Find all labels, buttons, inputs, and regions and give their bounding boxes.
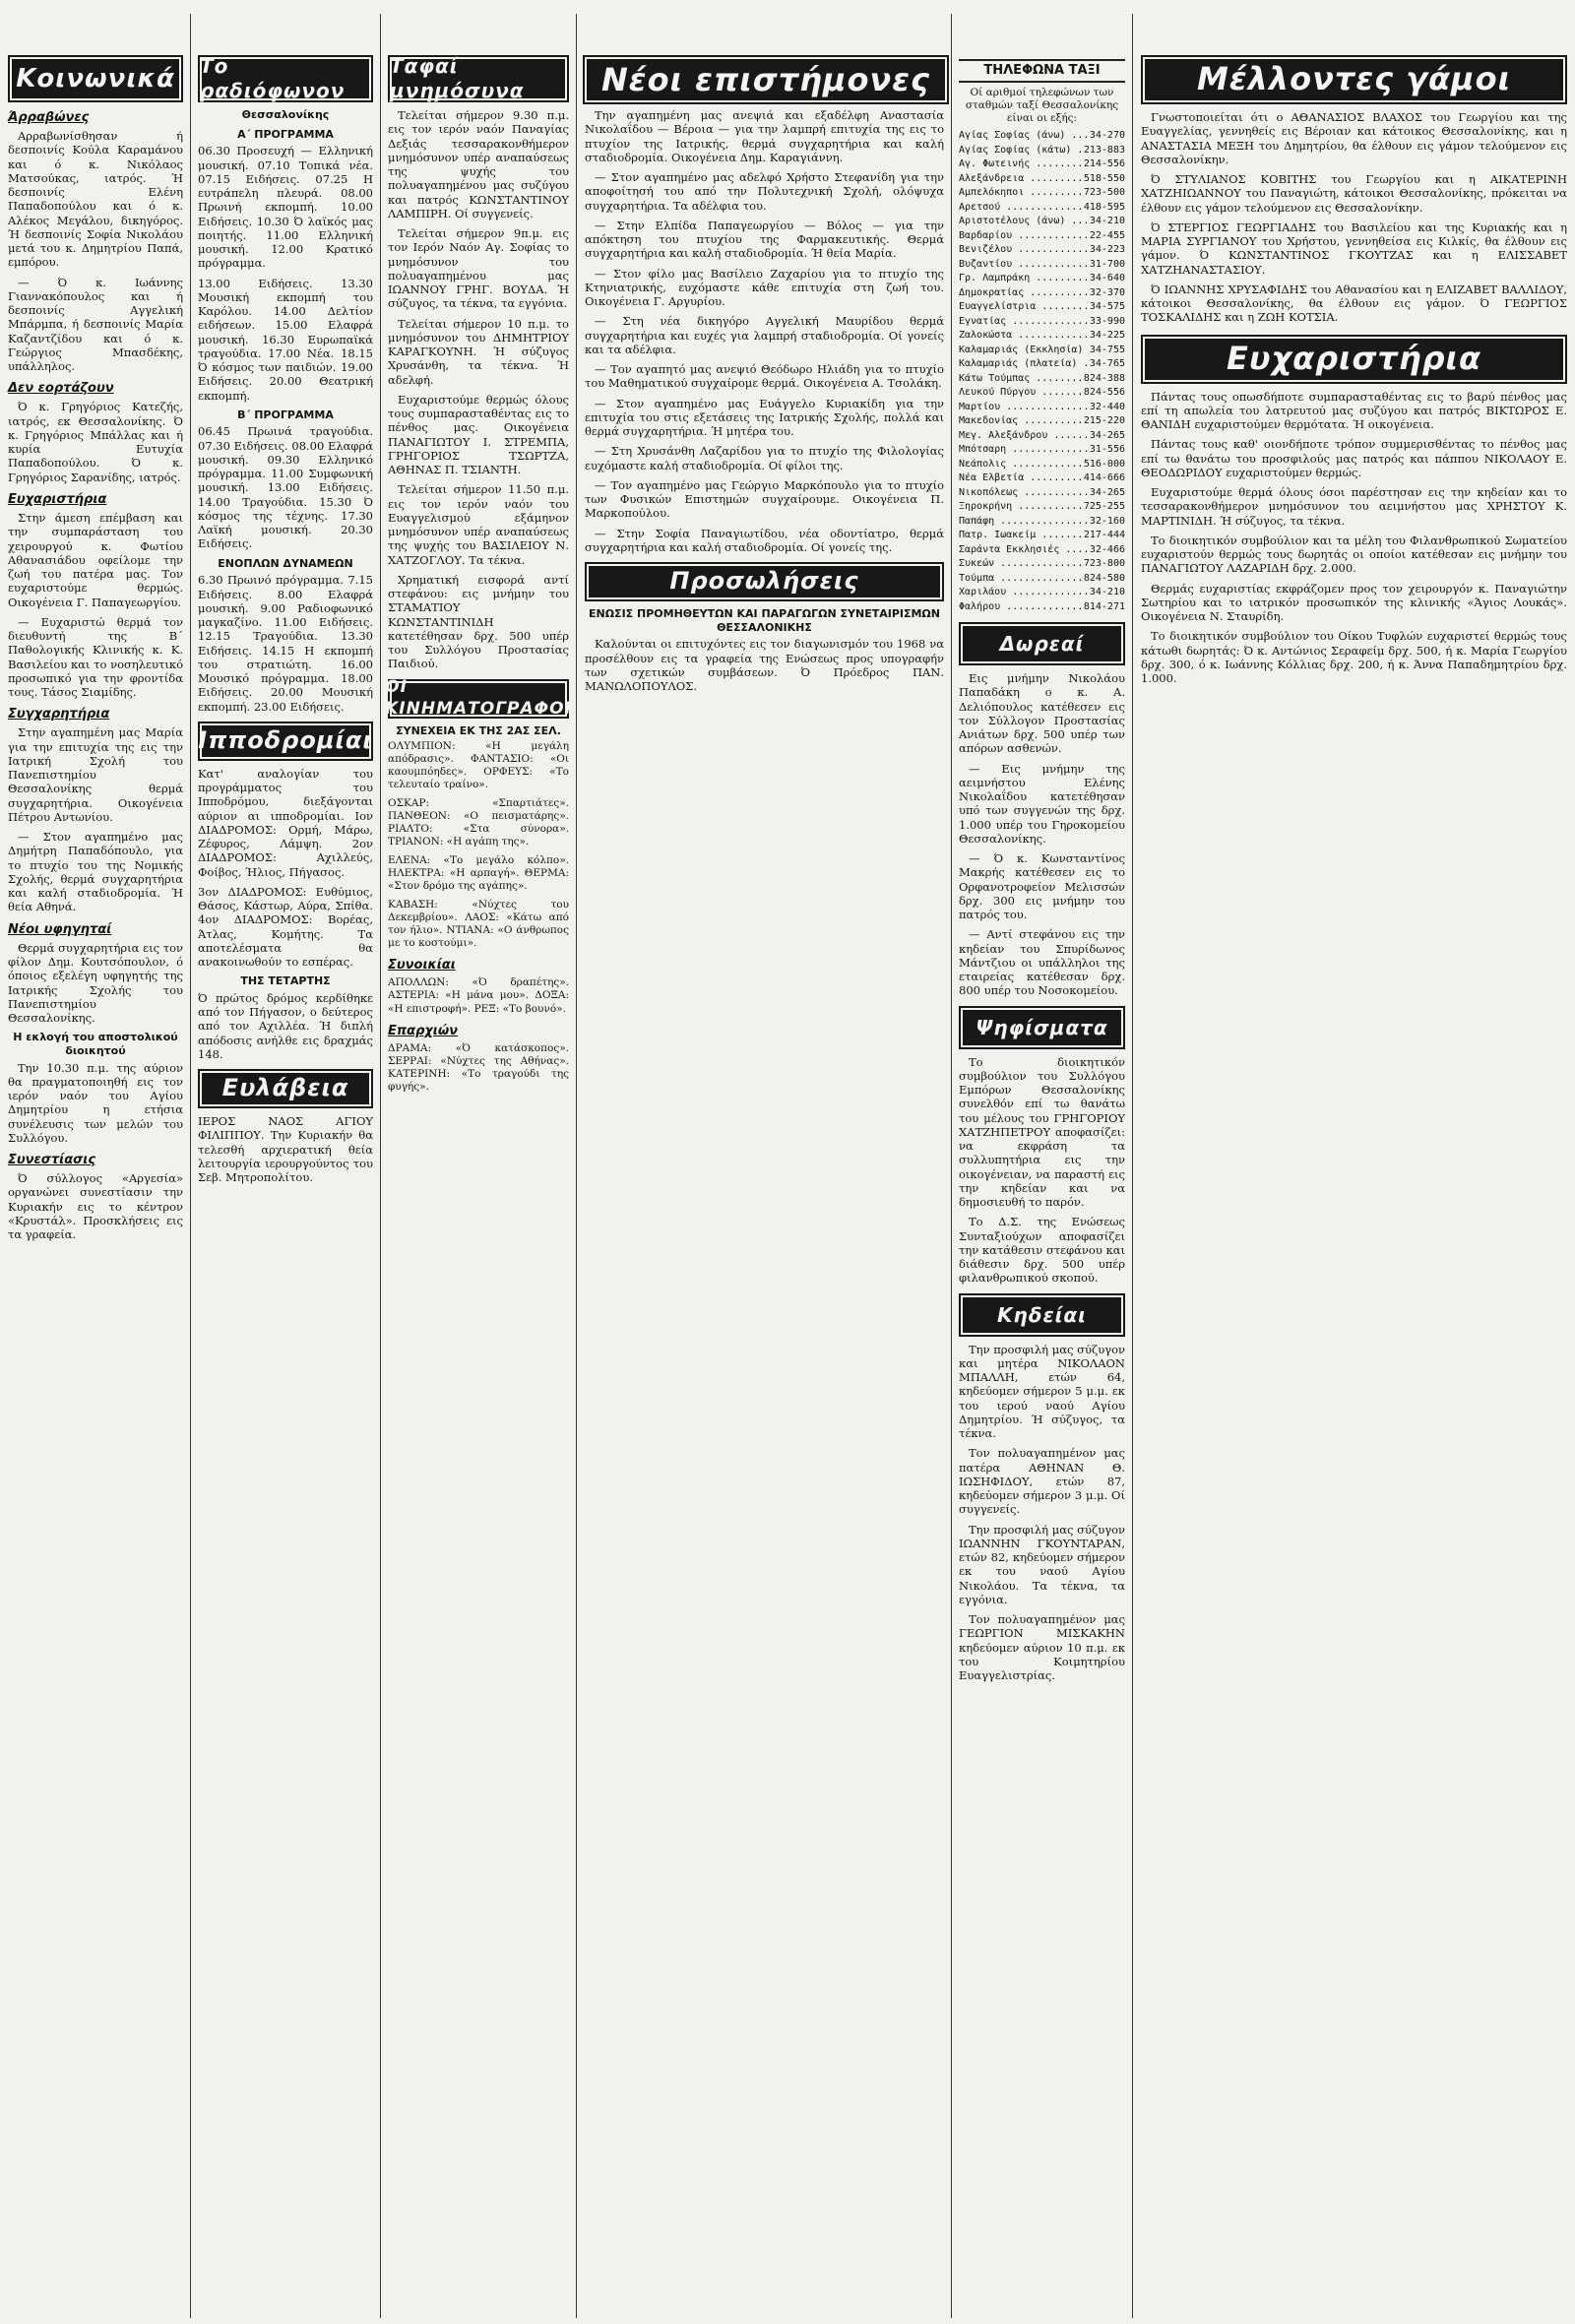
text-block: Καλούνται οι επιτυχόντες εις τον διαγωνισμόν του 1968 να προσέλθουν εις τα γραφεία της Ενώσεως προς υπογραφήν των σχετικών συμβάσεων. Ό Πρόεδρος ΠΑΝ. ΜΑΝΩΛΟΠΟΥΛΟΣ.: [585, 637, 944, 693]
taxi-phone-number: 22-455: [1088, 229, 1125, 244]
taxi-phone-number: 723-800: [1082, 557, 1125, 572]
column-memorials: [382, 0, 575, 2324]
taxi-row: [959, 315, 1125, 330]
text-block: ΟΣΚΑΡ: «Σπαρτιάτες». ΠΑΝΘΕΟΝ: «Ο πεισματάρης». ΡΙΑΛΤΟ: «Στα σύνορα». ΤΡΙΑΝΟΝ: «Η αγάπη της».: [388, 797, 569, 848]
text-block: — Στον αγαπημένο μας Ευάγγελο Κυριακίδη για την επιτυχία του στις εξετάσεις της Ιατρικής Σχολής, πολλά και θερμά συγχαρητήρια. Ή μητέρα του.: [585, 396, 944, 438]
banner-funerals: Κηδείαι: [959, 1293, 1125, 1337]
taxi-row: [959, 186, 1125, 201]
taxi-station-name: Μπότσαρη .....: [959, 443, 1088, 458]
text-block: Πάντας τους οπωσδήποτε συμπαρασταθέντας εις το βαρύ πένθος μας επί τη απωλεία του λατρευτού μας συζύγου και πατρός ΒΙΚΤΩΡΟΣ Ε. ΘΑΝΙΔΗ ευχαριστούμεν θερμότατα. Ή οικογένεια.: [1141, 389, 1567, 431]
text-block: Το διοικητικόν συμβούλιον και τα μέλη του Φιλανθρωπικού Σωματείου ευχαριστούν θερμώς τους δωρητάς οι οποίοι κατέθεσαν εις μνήμην του ΠΑΝΑΓΙΩΤΟΥ ΛΑΖΑΡΙΔΗ δρχ. 2.000.: [1141, 533, 1567, 576]
taxi-phone-number: 215-220: [1082, 414, 1125, 429]
taxi-phone-number: 34-210: [1088, 215, 1125, 229]
taxi-phone-number: 518-550: [1082, 172, 1125, 187]
heading-armed-forces: ΕΝΟΠΛΩΝ ΔΥΝΑΜΕΩΝ: [218, 556, 353, 570]
taxi-row: [959, 157, 1125, 172]
taxi-row: [959, 586, 1125, 600]
taxi-phone-number: 723-500: [1082, 186, 1125, 201]
taxi-row: [959, 129, 1125, 144]
text-block: 6.30 Πρωινό πρόγραμμα. 7.15 Ειδήσεις. 8.00 Ελαφρά μουσική. 9.00 Ραδιοφωνικό μαγκαζίνο. 11.00 Ειδήσεις. 12.15 Τραγούδια. 13.30 Ειδήσεις. 14.15 Η εκπομπή του στρατιώτη. 16.00 Μουσικό πρόγραμμα. 18.00 Ειδήσεις. 20.00 Μουσική εκπομπή. 23.00 Ειδήσεις.: [198, 573, 373, 714]
column-radio: [192, 0, 379, 2324]
taxi-row: [959, 172, 1125, 187]
text-block: Το διοικητικόν συμβούλιον του Οίκου Τυφλών ευχαριστεί θερμώς τους κάτωθι δωρητάς: Ό κ. Αντώνιος Σεραφείμ δρχ. 500, ή κ. Μαρία Γεωργίου δρχ. 300, ό κ. Ιωάννης Κόλλιας δρχ. 200, ή κ. Άννα Παπαδημητρίου δρχ. 1.000.: [1141, 629, 1567, 685]
text-block: Ευχαριστούμε θερμώς όλους τους συμπαρασταθέντας εις το πένθος μας. Οικογένεια ΠΑΝΑΓΙΩΤΟΥ Ι. ΣΤΡΕΜΠΑ, ΓΡΗΓΟΡΙΟΣ ΤΣΩΡΤΖΑ, ΑΘΗΝΑΣ Π. ΤΣΙΑΝΤΗ.: [388, 392, 569, 476]
taxi-phone-number: 33-990: [1088, 315, 1125, 330]
text-block: Γνωστοποιείται ότι ο ΑΘΑΝΑΣΙΟΣ ΒΛΑΧΟΣ του Γεωργίου και της Ευαγγελίας, γεννηθείς εις Βέροιαν και κάτοικος Θεσσαλονίκης, και η ΑΝΑΣΤΑΣΙΑ ΜΕΞΗ του Δημητρίου, θα έλθουν εις γάμον τελούμενον εις Θεσσαλονίκην.: [1141, 110, 1567, 166]
heading-wednesday: ΤΗΣ ΤΕΤΑΡΤΗΣ: [240, 974, 331, 988]
taxi-station-name: Αρετσού .....: [959, 201, 1082, 216]
taxi-station-name: Πατρ. Ιωακείμ .....: [959, 529, 1082, 543]
text-block: ΕΛΕΝΑ: «Το μεγάλο κόλπο». ΗΛΕΚΤΡΑ: «Η αρπαγή». ΘΕΡΜΑ: «Στον δρόμο της αγάπης».: [388, 854, 569, 893]
column-rule: [1132, 14, 1133, 2318]
text-block: 13.00 Ειδήσεις. 13.30 Μουσική εκπομπή του Καρόλου. 14.00 Δελτίον ειδήσεων. 15.00 Ελαφρά μουσική. 16.30 Ευρωπαϊκά τραγούδια. 17.00 Νέα. 18.15 Ό κόσμος των παιδιών. 19.00 Ειδήσεις. 20.00 Θεατρική εκπομπή.: [198, 276, 373, 403]
taxi-station-name: Τούμπα .....: [959, 572, 1082, 587]
column-rule: [576, 14, 577, 2318]
heading-congratulations: Συγχαρητήρια: [8, 707, 110, 722]
radio-city: Θεσσαλονίκης: [241, 108, 330, 121]
heading-engagements: Άρραβώνες: [8, 110, 90, 125]
taxi-station-name: Βαρδαρίου .....: [959, 229, 1088, 244]
taxi-station-name: Δημοκρατίας .....: [959, 286, 1088, 301]
banner-piety: Ευλάβεια: [198, 1069, 373, 1108]
banner-resolutions: Ψηφίσματα: [959, 1006, 1125, 1049]
taxi-station-name: Καλαμαριάς (Εκκλησία) .....: [959, 344, 1088, 358]
text-block: Ό πρώτος δρόμος κερδίθηκε από τον Πήγασον, ο δεύτερος από τον Αχιλλέα. Ή διπλή απόδοσις ανήλθε εις δραχμάς 148.: [198, 990, 373, 1061]
banner-thanks: Ευχαριστήρια: [1141, 335, 1567, 384]
banner-memorials: Ταφαί μνημόσυνα: [388, 55, 569, 102]
taxi-phone-number: 34-765: [1088, 357, 1125, 372]
taxi-station-name: Αγίας Σοφίας (κάτω) .....: [959, 144, 1082, 158]
text-block: Τελείται σήμερον 10 π.μ. το μνημόσυνον του ΔΗΜΗΤΡΙΟΥ ΚΑΡΑΓΚΟΥΝΗ. Ή σύζυγος Χρυσάνθη, τα τέκνα. Ή αδελφή.: [388, 316, 569, 387]
text-block: Χρηματική εισφορά αντί στεφάνου: εις μνήμην του ΣΤΑΜΑΤΙΟΥ ΚΩΝΣΤΑΝΤΙΝΙΔΗ κατετέθησαν δρχ. 500 υπέρ του Συλλόγου Προστασίας Παιδιού.: [388, 572, 569, 671]
banner-invitations: Προσωλήσεις: [585, 562, 944, 601]
cinema-listings: [388, 724, 569, 1094]
text-block: Το διοικητικόν συμβούλιον του Συλλόγου Εμπόρων Θεσσαλονίκης συνελθόν επί τω θανάτω του μέλους του ΓΡΗΓΟΡΙΟΥ ΧΑΤΖΗΠΕΤΡΟΥ αποφασίζει: να εκφράση τα συλλυπητήρια εις την οικογένειαν, να παραστή εις την κηδείαν και να δημοσιευθή το παρόν.: [959, 1054, 1125, 1210]
taxi-phone-number: 34-270: [1088, 129, 1125, 144]
banner-radio: Το ραδιόφωνον: [198, 55, 373, 102]
taxi-row: [959, 286, 1125, 301]
taxi-station-name: Φαλήρου .....: [959, 600, 1082, 615]
taxi-phone-number: 34-265: [1088, 486, 1125, 501]
taxi-phone-number: 516-000: [1082, 458, 1125, 472]
taxi-phone-number: 824-556: [1082, 386, 1125, 401]
text-block: Την αγαπημένη μας ανεψιά και εξαδέλφη Αναστασία Νικολαΐδου — Βέροια — για την λαμπρή επιτυχία της εις το πτυχίον της Ιατρικής, θερμά συγχαρητήρια και καλή σταδιοδρομία. Οικογένεια Δημ. Καραγιάννη.: [585, 108, 944, 164]
text-block: Τελείται σήμερον 9π.μ. εις τον Ιερόν Ναόν Αγ. Σοφίας το μνημόσυνον του πολυαγαπημένου μας ΙΩΑΝΝΟΥ ΓΡΗΓ. ΒΟΥΔΑ. Ή σύζυγος, τα τέκνα, τα εγγόνια.: [388, 226, 569, 311]
taxi-row: [959, 600, 1125, 615]
column-social: [2, 0, 189, 2324]
taxi-station-name: Αγίας Σοφίας (άνω) .....: [959, 129, 1088, 144]
taxi-row: [959, 386, 1125, 401]
text-block: ΑΠΟΛΛΩΝ: «Ό δραπέτης». ΑΣΤΕΡΙΑ: «Η μάνα μου». ΔΟΞΑ: «Η επιστροφή». ΡΕΞ: «Το βουνό».: [388, 976, 569, 1015]
taxi-station-name: Αγ. Φωτεινής .....: [959, 157, 1082, 172]
column-rule: [951, 14, 952, 2318]
text-block: Ευχαριστούμε θερμά όλους όσοι παρέστησαν εις την κηδείαν και το τεσσαρακονθήμερον μνημόσυνον του αειμνήστου μας ΧΡΗΣΤΟΥ Κ. ΜΑΡΤΙΝΙΔΗ. Ή σύζυγος, τα τέκνα.: [1141, 485, 1567, 528]
text-block: Τον πολυαγαπημένον μας ΓΕΩΡΓΙΟΝ ΜΙΣΚΑΚΗΝ κηδεύομεν αύριον 10 π.μ. εκ του Κοιμητηρίου Ευαγγελιστρίας.: [959, 1612, 1125, 1683]
taxi-row: [959, 486, 1125, 501]
banner-new-scientists: Νέοι επιστήμονες: [583, 55, 949, 104]
text-block: Τελείται σήμερον 9.30 π.μ. εις τον ιερόν ναόν Παναγίας Δεξιάς τεσσαρακονθήμερον μνημόσυνον υπέρ αναπαύσεως της ψυχής του πολυαγαπημένου μας συζύγου και πατρός ΚΩΝΣΤΑΝΤΙΝΟΥ ΛΑΜΠΙΡΗ. Οί συγγενείς.: [388, 108, 569, 220]
text-block: — Τον αγαπητό μας ανεψιό Θεόδωρο Ηλιάδη για το πτυχίο του Μαθηματικού συγχαίρομε θερμά. Οικογένεια Α. Τσολάκη.: [585, 362, 944, 391]
taxi-station-name: Αμπελόκηποι .....: [959, 186, 1082, 201]
text-block: — Στον αγαπημένο μας αδελφό Χρήστο Στεφανίδη για την αποφοίτησή του από την Πολυτεχνική Σχολή, ολόψυχα συγχαρητήρια. Τα αδέλφια του.: [585, 170, 944, 213]
taxi-row: [959, 414, 1125, 429]
taxi-station-name: Αριστοτέλους (άνω) .....: [959, 215, 1088, 229]
taxi-phone-number: 32-466: [1088, 543, 1125, 558]
taxi-row: [959, 543, 1125, 558]
text-block: — Στη Χρυσάνθη Λαζαρίδου για το πτυχίο της Φιλολογίας ευχόμαστε καλή σταδιοδρομία. Οί φίλοι της.: [585, 444, 944, 472]
heading-provinces: Επαρχιών: [388, 1023, 459, 1038]
text-block: Εις μνήμην Νικολάου Παπαδάκη ο κ. Α. Δελιόπουλος κατέθεσεν εις τον Σύλλογον Προστασίας Ανιάτων δρχ. 500 υπέρ των απόρων ασθενών.: [959, 671, 1125, 756]
taxi-phone-number: 34-223: [1088, 243, 1125, 258]
heading-new-lecturers: Νέοι υφηγηταί: [8, 921, 112, 937]
taxi-station-name: Καλαμαριάς (πλατεία) .....: [959, 357, 1088, 372]
banner-future-weddings: Μέλλοντες γάμοι: [1141, 55, 1567, 104]
taxi-row: [959, 458, 1125, 472]
taxi-station-name: Νικοπόλεως .....: [959, 486, 1088, 501]
text-block: Θερμά συγχαρητήρια εις τον φίλον Δημ. Κουτσόπουλον, ό όποιος εξελέγη υφηγητής της Ιατρικής Σχολής του Πανεπιστημίου Θεσσαλονίκης.: [8, 940, 183, 1026]
taxi-station-name: Κάτω Τούμπας .....: [959, 372, 1082, 387]
taxi-phone-number: 418-595: [1082, 201, 1125, 216]
text-block: ΚΑΒΑΣΗ: «Νύχτες του Δεκεμβρίου». ΛΑΟΣ: «Κάτω από τον ήλιο». ΝΤΙΑΝΑ: «Ο άνθρωπος με το κοστούμι».: [388, 899, 569, 950]
taxi-row: [959, 357, 1125, 372]
taxi-phone-number: 725-255: [1082, 500, 1125, 515]
taxi-phone-number: 217-444: [1082, 529, 1125, 543]
banner-social: Κοινωνικά: [8, 55, 183, 102]
heading-union: ΕΝΩΣΙΣ ΠΡΟΜΗΘΕΥΤΩΝ ΚΑΙ ΠΑΡΑΓΩΓΩΝ ΣΥΝΕΤΑΙΡΙΣΜΩΝ ΘΕΣΣΑΛΟΝΙΚΗΣ: [588, 607, 940, 634]
taxi-station-name: Ζαλοκώστα .....: [959, 329, 1088, 344]
taxi-station-name: Σαράντα Εκκλησιές .....: [959, 543, 1088, 558]
heading-cinema-continued: ΣΥΝΕΧΕΙΑ ΕΚ ΤΗΣ 2ΑΣ ΣΕΛ.: [396, 723, 561, 737]
taxi-station-name: Λευκού Πύργου .....: [959, 386, 1082, 401]
taxi-phone-number: 32-370: [1088, 286, 1125, 301]
text-block: ΙΕΡΟΣ ΝΑΟΣ ΑΓΙΟΥ ΦΙΛΙΠΠΟΥ. Την Κυριακήν θα τελεσθή αρχιερατική θεία λειτουργία ιερουργούντος του Σεβ. Μητροπολίτου.: [198, 1114, 373, 1185]
text-block: — Εις μνήμην της αειμνήστου Ελένης Νικολαΐδου κατετέθησαν υπό των συγγενών της δρχ. 1.000 υπέρ του Γηροκομείου Θεσσαλονίκης.: [959, 761, 1125, 846]
banner-horse-races: Ιπποδρομίαι: [198, 722, 373, 761]
text-block: ΟΛΥΜΠΙΟΝ: «Η μεγάλη απόδρασις». ΦΑΝΤΑΣΙΟ: «Οι καουμπόηδες». ΟΡΦΕΥΣ: «Το τελευταίο τραίνο».: [388, 740, 569, 791]
text-block: Την προσφιλή μας σύζυγον και μητέρα ΝΙΚΟΛΑΟΝ ΜΠΑΛΛΗ, ετών 64, κηδεύομεν σήμερον 5 μ.μ. εκ του ιερού ναού Αγίου Δημητρίου. Ή σύζυγος, τα τέκνα.: [959, 1342, 1125, 1441]
taxi-row: [959, 258, 1125, 273]
taxi-row: [959, 429, 1125, 444]
taxi-phone-number: 31-556: [1088, 443, 1125, 458]
taxi-row: [959, 372, 1125, 387]
taxi-row: [959, 401, 1125, 415]
taxi-phone-number: 34-265: [1088, 429, 1125, 444]
taxi-phone-number: 824-388: [1082, 372, 1125, 387]
text-block: Στην αγαπημένη μας Μαρία για την επιτυχία της εις την Ιατρική Σχολή του Πανεπιστημίου Θεσσαλονίκης θερμά συγχαρητήρια. Οικογένεια Πέτρου Αντωνίου.: [8, 725, 183, 824]
taxi-phone-number: 814-271: [1082, 600, 1125, 615]
taxi-row: [959, 229, 1125, 244]
taxi-phone-number: 414-666: [1082, 471, 1125, 486]
column-rule: [190, 14, 191, 2318]
text-block: Ό κ. Γρηγόριος Κατεζής, ιατρός, εκ Θεσσαλονίκης. Ό κ. Γρηγόριος Μπάλλας και ή κυρία Ευτυχία Παπαδοπούλου. Ό κ. Γρηγόριος Σαρανίδης, ιατρός.: [8, 400, 183, 484]
banner-donations: Δωρεαί: [959, 622, 1125, 665]
taxi-row: [959, 329, 1125, 344]
text-block: — Στον φίλο μας Βασίλειο Ζαχαρίου για το πτυχίο της Κτηνιατρικής, ευχόμαστε κάθε επιτυχία στη ζωή του. Οικογένεια Γ. Αργυρίου.: [585, 266, 944, 308]
column-new-scientists: [579, 0, 950, 2324]
taxi-row: [959, 344, 1125, 358]
text-block: Πάντας τους καθ' οιονδήποτε τρόπον συμμερισθέντας το πένθος μας επί τω θανάτω του προσφιλούς μας πατρός και πάππου ΝΙΚΟΛΑΟΥ Ε. ΘΕΟΔΩΡΙΔΟΥ ευχαριστούμεν θερμώς.: [1141, 437, 1567, 479]
taxi-row: [959, 572, 1125, 587]
heading-suburbs: Συνοικίαι: [388, 958, 456, 974]
taxi-row: [959, 515, 1125, 530]
taxi-phone-number: 31-700: [1088, 258, 1125, 273]
taxi-row: [959, 443, 1125, 458]
taxi-row: [959, 471, 1125, 486]
taxi-row: [959, 144, 1125, 158]
heading-program-b: Β΄ ΠΡΟΓΡΑΜΜΑ: [237, 408, 334, 421]
taxi-station-name: Μακεδονίας .....: [959, 414, 1082, 429]
text-block: Ό σύλλογος «Αργεσία» οργανώνει συνεστίασιν την Κυριακήν εις το κέντρον «Κρυστάλ». Προσκλήσεις εις τα γραφεία.: [8, 1171, 183, 1242]
taxi-station-name: Παπάφη .....: [959, 515, 1088, 530]
taxi-phone-number: 214-556: [1082, 157, 1125, 172]
heading-not-celebrating: Δεν εορτάζουν: [8, 381, 114, 397]
text-block: Την προσφιλή μας σύζυγον ΙΩΑΝΝΗΝ ΓΚΟΥΝΤΑΡΑΝ, ετών 82, κηδεύομεν σήμερον εκ του ναού Αγίου Νικολάου. Τα τέκνα, τα εγγόνια.: [959, 1522, 1125, 1606]
text-block: Αρραβωνίσθησαν ή δεσποινίς Κούλα Καραμάνου και ό κ. Νικόλαος Ματσούκας, ιατρός. Ή δεσποινίς Ελένη Παπαδοπούλου και ό κ. Αλέκος Μεγάλου, δικηγόρος. Ή δεσποινίς Σοφία Νικολάου μετά του κ. Δημητρίου Παπά, εμπόρου.: [8, 129, 183, 270]
text-block: Ό ΣΤΥΛΙΑΝΟΣ ΚΟΒΙΤΗΣ του Γεωργίου και η ΑΙΚΑΤΕΡΙΝΗ ΧΑΤΖΗΙΩΑΝΝΟΥ του Παναγιώτη, κάτοικοι Θεσσαλονίκης, πρόκειται να έλθουν εις γάμον τελούμενον εις Θεσσαλονίκην.: [1141, 172, 1567, 215]
taxi-station-name: Γρ. Λαμπράκη .....: [959, 272, 1088, 286]
text-block: Θερμάς ευχαριστίας εκφράζομεν προς τον χειρουργόν κ. Παναγιώτην Σωτηρίου και το ιατρικόν προσωπικόν της κλινικής «Άγιος Λουκάς». Οικογένεια Ν. Σταυρίδη.: [1141, 581, 1567, 623]
taxi-station-name: Εγνατίας .....: [959, 315, 1088, 330]
taxi-station-name: Αλεξάνδρεια .....: [959, 172, 1082, 187]
text-block: Την 10.30 π.μ. της αύριον θα πραγματοποιηθή εις τον ιερόν ναόν του Αγίου Δημητρίου η ετήσια συνέλευσις των μελών του Συλλόγου.: [8, 1060, 183, 1145]
heading-election: Η εκλογή του αποστολικού διοικητού: [13, 1031, 178, 1057]
heading-dinner: Συνεστίασις: [8, 1153, 96, 1168]
text-block: — Στον αγαπημένο μας Δημήτρη Παπαδόπουλο, για το πτυχίο του της Νομικής Σχολής, θερμά συγχαρητήρια και καλή σταδιοδρομία. Ή θεία Αθηνά.: [8, 830, 183, 914]
taxi-phone-number: 34-575: [1088, 300, 1125, 315]
column-weddings-thanks: [1135, 0, 1573, 2324]
heading-taxi-phones: ΤΗΛΕΦΩΝΑ ΤΑΞΙ: [959, 59, 1125, 83]
text-block: Ό ΙΩΑΝΝΗΣ ΧΡΥΣΑΦΙΔΗΣ του Αθανασίου και η ΕΛΙΖΑΒΕΤ ΒΑΛΛΙΔΟΥ, κάτοικοι Θεσσαλονίκης, θα έλθουν εις γάμον. Ό ΓΕΩΡΓΙΟΣ ΤΟΣΚΑΛΙΔΗΣ και η ΖΩΗ ΚΟΤΣΙΑ.: [1141, 282, 1567, 325]
text-block: 06.30 Προσευχή — Ελληνική μουσική. 07.10 Τοπικά νέα. 07.15 Ειδήσεις. 07.25 Η ευτράπελη πλευρά. 08.00 Πρωινή εκπομπή. 10.00 Ειδήσεις. 10.30 Ό λαϊκός μας ποιητής. 11.00 Ελληνική μουσική. 12.00 Κρατικό πρόγραμμα.: [198, 144, 373, 271]
taxi-phone-number: 213-883: [1082, 144, 1125, 158]
taxi-station-name: Ξηροκρήνη .....: [959, 500, 1082, 515]
taxi-row: [959, 243, 1125, 258]
text-block: 06.45 Πρωινά τραγούδια. 07.30 Ειδήσεις. 08.00 Ελαφρά μουσική. 09.30 Ελληνικό πρόγραμμα. 11.00 Συμφωνική μουσική. 13.00 Ειδήσεις. 14.00 Τραγούδια. 15.30 Ό κόσμος της τέχνης. 17.30 Λαϊκή μουσική. 20.30 Ειδήσεις.: [198, 424, 373, 551]
taxi-phone-number: 824-580: [1082, 572, 1125, 587]
taxi-station-name: Βυζαντίου .....: [959, 258, 1088, 273]
text-block: Το Δ.Σ. της Ενώσεως Συνταξιούχων αποφασίζει την κατάθεσιν στεφάνου και διάθεσιν δρχ. 500 υπέρ φιλανθρωπικού σκοπού.: [959, 1215, 1125, 1286]
taxi-phone-number: 34-640: [1088, 272, 1125, 286]
taxi-row: [959, 300, 1125, 315]
taxi-phone-number: 32-440: [1088, 401, 1125, 415]
text-block: 3ον ΔΙΑΔΡΟΜΟΣ: Ευθύμιος, Θάσος, Κάστωρ, Αύρα, Σπίθα. 4ον ΔΙΑΔΡΟΜΟΣ: Βορέας, Άτλας, Κομήτης. Τα αποτελέσματα θα ανακοινωθούν το εσπέρας.: [198, 884, 373, 969]
taxi-station-name: Συκεών .....: [959, 557, 1082, 572]
text-block: Τον πολυαγαπημένον μας πατέρα ΑΘΗΝΑΝ Θ. ΙΩΣΗΦΙΔΟΥ, ετών 87, κηδεύομεν σήμερον 3 μ.μ. Οί συγγενείς.: [959, 1446, 1125, 1517]
text-block: Ό ΣΤΕΡΓΙΟΣ ΓΕΩΡΓΙΑΔΗΣ του Βασιλείου και της Κυριακής και η ΜΑΡΙΑ ΣΥΡΓΙΑΝΟΥ του Χρήστου, γεννηθείσα εις Κιλκίς, θα έλθουν εις γάμον. Ό ΚΩΝΣΤΑΝΤΙΝΟΣ ΓΚΟΥΤΖΑΣ και η ΕΛΙΣΣΑΒΕΤ ΧΑΤΖΗΑΝΑΣΤΑΣΙΟΥ.: [1141, 220, 1567, 277]
taxi-station-name: Χαριλάου .....: [959, 586, 1088, 600]
taxi-row: [959, 215, 1125, 229]
banner-cinemas: ΟΙ ΚΙΝΗΜΑΤΟΓΡΑΦΟΙ: [385, 677, 572, 719]
text-block: — Ευχαριστώ θερμά τον διευθυντή της Β΄ Παθολογικής Κλινικής κ. Κ. Βασιλείου και το νοσηλευτικό προσωπικό για την φροντίδα τους. Τάσος Σιαμίδης.: [8, 614, 183, 700]
taxi-station-name: Ευαγγελίστρια .....: [959, 300, 1088, 315]
taxi-station-name: Νεάπολις .....: [959, 458, 1082, 472]
taxi-phone-number: 32-160: [1088, 515, 1125, 530]
taxi-station-name: Μαρτίου .....: [959, 401, 1088, 415]
text-block: — Ό κ. Ιωάννης Γιαννακόπουλος και ή δεσποινίς Αγγελική Μπάρμπα, ή δεσποινίς Μαρία Καζαντζίδου και ό κ. Γεώργιος Μπασδέκης, υπάλληλος.: [8, 275, 183, 374]
heading-thanks: Ευχαριστήρια: [8, 491, 107, 507]
text-block: — Στη νέα δικηγόρο Αγγελική Μαυρίδου θερμά συγχαρητήρια και ευχές για λαμπρή σταδιοδρομία. Οί γονείς και τα αδέλφια.: [585, 314, 944, 356]
column-taxi-gifts: [953, 0, 1131, 2324]
text-block: Κατ' αναλογίαν του προγράμματος του Ιπποδρόμου, διεξάγονται αύριον αι ιπποδρομίαι. Ιον ΔΙΑΔΡΟΜΟΣ: Ορμή, Μάρω, Ζέφυρος, Λάμψη. 2ον ΔΙΑΔΡΟΜΟΣ: Αχιλλεύς, Φοίβος, Ήλιος, Πήγασος.: [198, 766, 373, 879]
taxi-row: [959, 201, 1125, 216]
taxi-phone-number: 34-225: [1088, 329, 1125, 344]
text-block: — Τον αγαπημένο μας Γεώργιο Μαρκόπουλο για το πτυχίο των Φυσικών Επιστημών συγχαίρουμε. Οικογένεια Π. Μαρκοπούλου.: [585, 477, 944, 521]
text-block: Τελείται σήμερον 11.50 π.μ. εις τον ιερόν ναόν του Ευαγγελισμού εξάμηνον μνημόσυνον υπέρ αναπαύσεως της ψυχής του ΒΑΣΙΛΕΙΟΥ Ν. ΧΑΤΖΟΓΛΟΥ. Τα τέκνα.: [388, 482, 569, 567]
taxi-row: [959, 272, 1125, 286]
text-block: — Αντί στεφάνου εις την κηδείαν του Σπυρίδωνος Μάντζιου οι υπάλληλοι της εταιρείας κατέθεσαν δρχ. 800 υπέρ του Νοσοκομείου.: [959, 927, 1125, 998]
heading-program-a: Α΄ ΠΡΟΓΡΑΜΜΑ: [237, 127, 334, 141]
text-block: — Στην Σοφία Παναγιωτίδου, νέα οδοντίατρο, θερμά συγχαρητήρια και καλή σταδιοδρομία. Οί γονείς της.: [585, 526, 944, 554]
taxi-row: [959, 557, 1125, 572]
taxi-row: [959, 529, 1125, 543]
taxi-intro: Οί αριθμοί τηλεφώνων των σταθμών ταξί Θεσσαλονίκης είναι οι εξής:: [965, 87, 1119, 125]
taxi-station-name: Βενιζέλου .....: [959, 243, 1088, 258]
column-rule: [380, 14, 381, 2318]
text-block: — Στην Ελπίδα Παπαγεωργίου — Βόλος — για την απόκτηση του πτυχίου της Φαρμακευτικής. Θερμά συγχαρητήρια και καλή σταδιοδρομία. Ή θεία Μαρία.: [585, 218, 944, 261]
taxi-row: [959, 500, 1125, 515]
text-block: Στην άμεση επέμβαση και την συμπαράσταση του χειρουργού κ. Φωτίου Αθανασιάδου οφείλομε την ζωή του πατέρα μας. Τον ευχαριστούμε θερμώς. Οικογένεια Γ. Παπαγεωργίου.: [8, 511, 183, 609]
taxi-phone-number: 34-755: [1088, 344, 1125, 358]
taxi-station-name: Μεγ. Αλεξάνδρου .....: [959, 429, 1088, 444]
text-block: ΔΡΑΜΑ: «Ό κατάσκοπος». ΣΕΡΡΑΙ: «Νύχτες της Αθήνας». ΚΑΤΕΡΙΝΗ: «Το τραγούδι της φυγής».: [388, 1041, 569, 1093]
taxi-list: [959, 129, 1125, 614]
taxi-station-name: Νέα Ελβετία .....: [959, 471, 1082, 486]
taxi-phone-number: 34-210: [1088, 586, 1125, 600]
text-block: — Ό κ. Κωνσταντίνος Μακρής κατέθεσεν εις το Ορφανοτροφείον Μελισσών δρχ. 300 εις μνήμην του πατρός του.: [959, 851, 1125, 922]
